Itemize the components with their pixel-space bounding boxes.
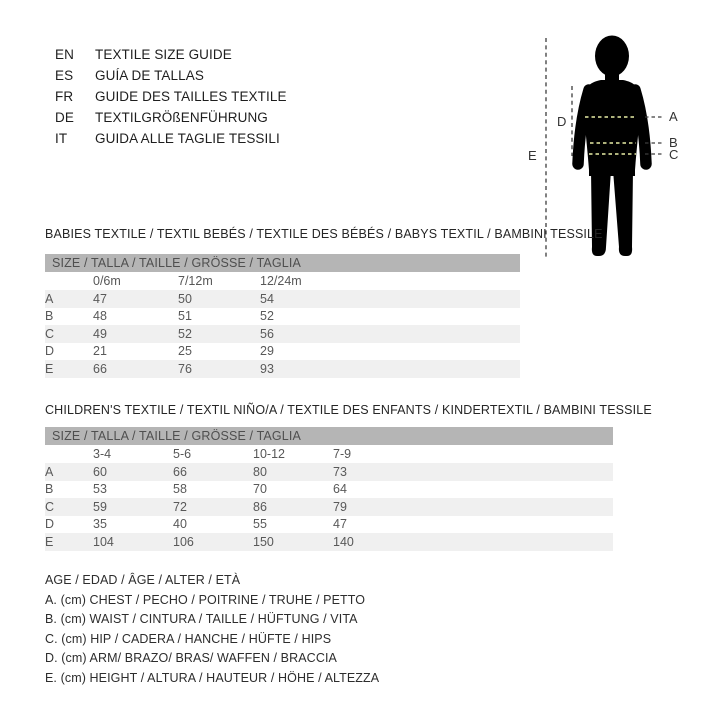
table-cell: 21: [93, 344, 107, 359]
language-title: TEXTILGRÖßENFÜHRUNG: [95, 110, 268, 125]
table-cell: 47: [333, 517, 347, 532]
table-row: [45, 516, 613, 534]
table-cell: 52: [260, 309, 274, 324]
table-cell: 86: [253, 498, 333, 516]
column-header: 7-9: [333, 447, 352, 461]
column-header: 10-12: [253, 447, 285, 461]
language-code: FR: [55, 89, 74, 104]
language-title: GUIDA ALLE TAGLIE TESSILI: [95, 131, 280, 146]
table-cell: 51: [178, 309, 192, 324]
child-silhouette: [578, 36, 646, 257]
table-cell: 79: [333, 498, 613, 516]
table-cell: 52: [178, 325, 260, 343]
babies-table-header-bar: SIZE / TALLA / TAILLE / GRÖSSE / TAGLIA: [45, 254, 520, 272]
table-cell: 50: [178, 290, 260, 308]
table-cell: 47: [93, 290, 178, 308]
table-row: [45, 498, 613, 516]
row-label: A: [45, 290, 93, 308]
language-list: [55, 44, 287, 149]
language-code: EN: [55, 47, 74, 62]
row-label: B: [45, 482, 54, 497]
table-row: [45, 481, 613, 499]
language-title: TEXTILE SIZE GUIDE: [95, 47, 232, 62]
measurement-legend: [45, 571, 379, 689]
legend-arm-line: D. (cm) ARM/ BRAZO/ BRAS/ WAFFEN / BRACCIA: [45, 651, 337, 666]
table-row: [45, 360, 520, 378]
table-cell: 40: [173, 517, 187, 532]
row-label: D: [45, 517, 55, 532]
table-cell: 93: [260, 360, 520, 378]
table-cell: 35: [93, 517, 107, 532]
table-cell: 56: [260, 325, 520, 343]
legend-chest-line: A. (cm) CHEST / PECHO / POITRINE / TRUHE / PETTO: [45, 592, 366, 607]
table-cell: 60: [93, 463, 173, 481]
table-cell: 53: [93, 482, 107, 497]
legend-age-line: AGE / EDAD / ÂGE / ALTER / ETÀ: [45, 573, 241, 587]
table-row: [45, 325, 520, 343]
label-waist: B: [669, 135, 678, 150]
table-cell: 55: [253, 517, 267, 532]
row-label: E: [45, 360, 93, 378]
column-header: 12/24m: [260, 274, 302, 288]
table-cell: 70: [253, 482, 267, 497]
table-cell: 76: [178, 360, 260, 378]
language-code: ES: [55, 68, 74, 83]
language-row-it: [55, 128, 287, 149]
table-cell: 54: [260, 290, 520, 308]
children-section-title: CHILDREN'S TEXTILE / TEXTIL NIÑO/A / TEXTILE DES ENFANTS / KINDERTEXTIL / BAMBINI TESSILE: [45, 403, 652, 417]
table-cell: 150: [253, 533, 333, 551]
empty-cell: [45, 445, 93, 463]
language-code: DE: [55, 110, 74, 125]
language-code: IT: [55, 131, 68, 146]
row-label: D: [45, 344, 55, 359]
table-cell: 49: [93, 325, 178, 343]
label-hip: C: [669, 147, 679, 162]
legend-waist-line: B. (cm) WAIST / CINTURA / TAILLE / HÜFTUNG / VITA: [45, 612, 358, 627]
language-row-fr: [55, 86, 287, 107]
babies-size-table: [45, 254, 520, 378]
row-label: B: [45, 309, 54, 324]
row-label: C: [45, 498, 93, 516]
row-label: E: [45, 533, 93, 551]
language-row-de: [55, 107, 287, 128]
table-row: [45, 308, 520, 326]
language-title: GUÍA DE TALLAS: [95, 68, 204, 83]
label-height: E: [528, 148, 537, 163]
table-cell: 29: [260, 344, 274, 359]
table-cell: 140: [333, 533, 613, 551]
table-cell: 66: [93, 360, 178, 378]
table-row: [45, 343, 520, 361]
column-header: 7/12m: [178, 274, 213, 288]
legend-height-line: E. (cm) HEIGHT / ALTURA / HAUTEUR / HÖHE / ALTEZZA: [45, 670, 380, 685]
column-header: 0/6m: [93, 274, 121, 288]
label-chest: A: [669, 109, 678, 124]
table-row: [45, 463, 613, 481]
children-size-table: [45, 427, 613, 551]
row-label: C: [45, 325, 93, 343]
row-label: A: [45, 463, 93, 481]
table-cell: 104: [93, 533, 173, 551]
language-row-es: [55, 65, 287, 86]
table-cell: 48: [93, 309, 107, 324]
table-cell: 64: [333, 482, 347, 497]
column-header: 5-6: [173, 447, 192, 461]
table-cell: 73: [333, 463, 613, 481]
table-row: [45, 533, 613, 551]
table-cell: 66: [173, 463, 253, 481]
column-header: 3-4: [93, 447, 112, 461]
table-cell: 58: [173, 482, 187, 497]
empty-cell: [45, 272, 93, 290]
children-table-header-bar: SIZE / TALLA / TAILLE / GRÖSSE / TAGLIA: [45, 427, 613, 445]
table-cell: 72: [173, 498, 253, 516]
language-row-en: [55, 44, 287, 65]
table-row: [45, 290, 520, 308]
table-cell: 59: [93, 498, 173, 516]
label-arm: D: [557, 114, 567, 129]
table-cell: 80: [253, 463, 333, 481]
table-cell: 106: [173, 533, 253, 551]
babies-section-title: BABIES TEXTILE / TEXTIL BEBÉS / TEXTILE DES BÉBÉS / BABYS TEXTIL / BAMBINI TESSILE: [45, 227, 603, 241]
table-cell: 25: [178, 344, 192, 359]
legend-hip-line: C. (cm) HIP / CADERA / HANCHE / HÜFTE / HIPS: [45, 631, 332, 646]
language-title: GUIDE DES TAILLES TEXTILE: [95, 89, 287, 104]
